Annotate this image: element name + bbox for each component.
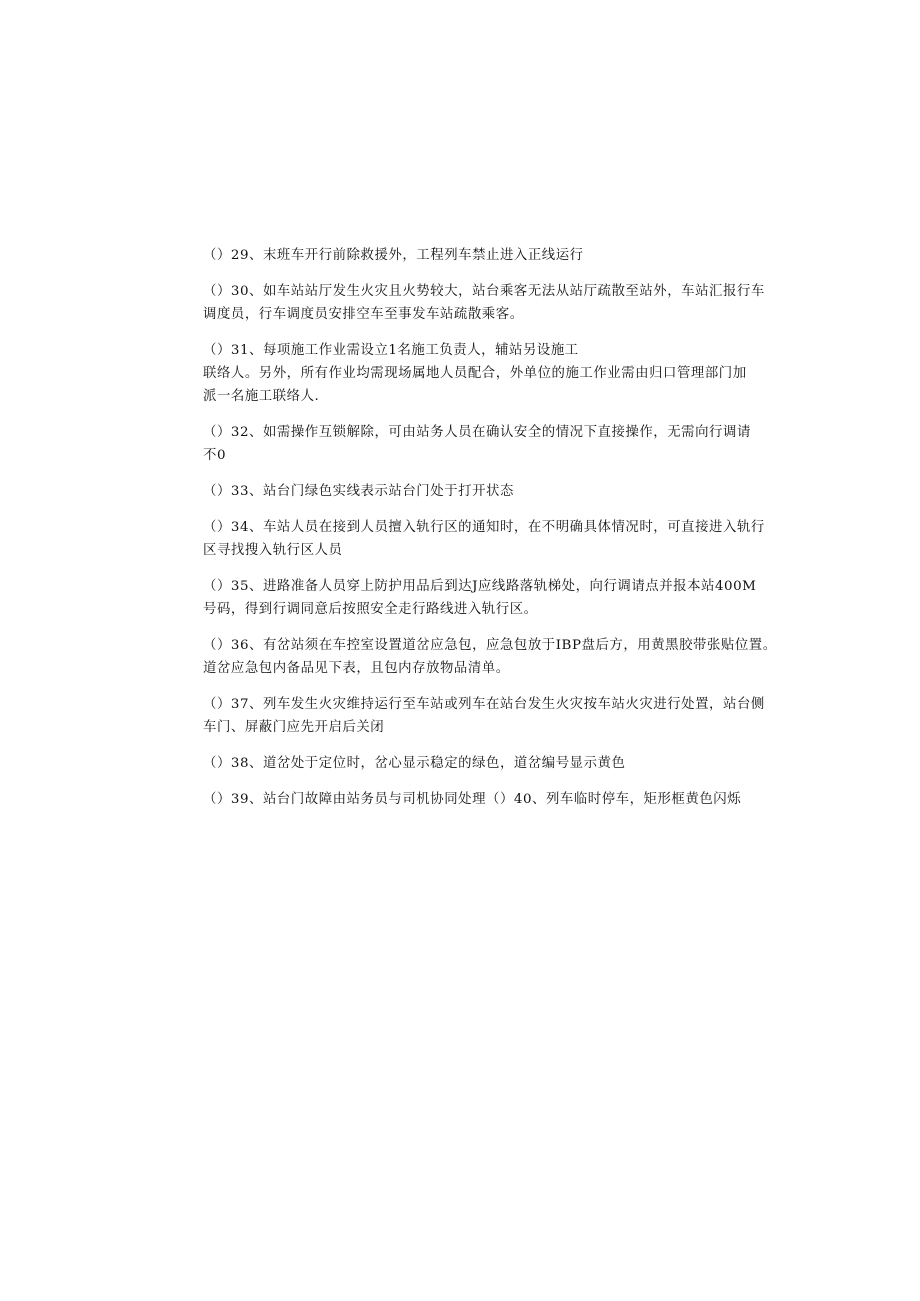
question-line: （）39、站台门故障由站务员与司机协同处理（）40、列车临时停车，矩形框黄色闪烁	[203, 792, 742, 807]
question-line: 联络人。另外，所有作业均需现场属地人员配合，外单位的施工作业需由归口管理部门加	[203, 366, 747, 381]
question-31	[203, 339, 803, 408]
question-line: 派一名施工联络人.	[203, 389, 320, 404]
question-line: 不0	[203, 448, 227, 463]
question-line: （）38、道岔处于定位时，岔心显示稳定的绿色，道岔编号显示黄色	[203, 756, 626, 771]
question-line: （）29、末班车开行前除救援外，工程列车禁止进入正线运行	[203, 248, 584, 263]
question-line: （）32、如需操作互锁解除，可由站务人员在确认安全的情况下直接操作，无需向行调请	[203, 425, 751, 440]
question-line: 车门、屏蔽门应先开启后关闭	[203, 720, 385, 735]
question-line: 调度员，行车调度员安排空车至事发车站疏散乘客。	[203, 307, 524, 322]
question-list	[203, 244, 803, 824]
question-line: 道岔应急包内备品见下表，且包内存放物品清单。	[203, 661, 510, 676]
question-35	[203, 575, 803, 621]
question-39-40	[203, 788, 803, 811]
question-33	[203, 480, 803, 503]
question-line: （）37、列车发生火灾维持运行至车站或列车在站台发生火灾按车站火灾进行处置，站台侧	[203, 697, 765, 712]
question-line: （）35、进路准备人员穿上防护用品后到达J应线路落轨梯处，向行调请点并报本站400M	[203, 579, 757, 594]
question-36	[203, 634, 803, 680]
question-line: 区寻找搜入轨行区人员	[203, 543, 343, 558]
question-37	[203, 693, 803, 739]
question-32	[203, 421, 803, 467]
question-34	[203, 516, 803, 562]
question-line: 号码，得到行调同意后按照安全走行路线进入轨行区。	[203, 602, 538, 617]
question-line: （）33、站台门绿色实线表示站台门处于打开状态	[203, 484, 514, 499]
question-line: （）31、每项施工作业需设立1名施工负责人，辅站另设施工	[203, 343, 579, 358]
question-line: （）36、有岔站须在车控室设置道岔应急包，应急包放于IBP盘后方，用黄黑胶带张贴位置。	[203, 638, 777, 653]
question-29	[203, 244, 803, 267]
question-38	[203, 752, 803, 775]
question-line: （）30、如车站站厅发生火灾且火势较大，站台乘客无法从站厅疏散至站外，车站汇报行车	[203, 284, 765, 299]
question-30	[203, 280, 803, 326]
question-line: （）34、车站人员在接到人员擅入轨行区的通知时，在不明确具体情况时，可直接进入轨行	[203, 520, 765, 535]
